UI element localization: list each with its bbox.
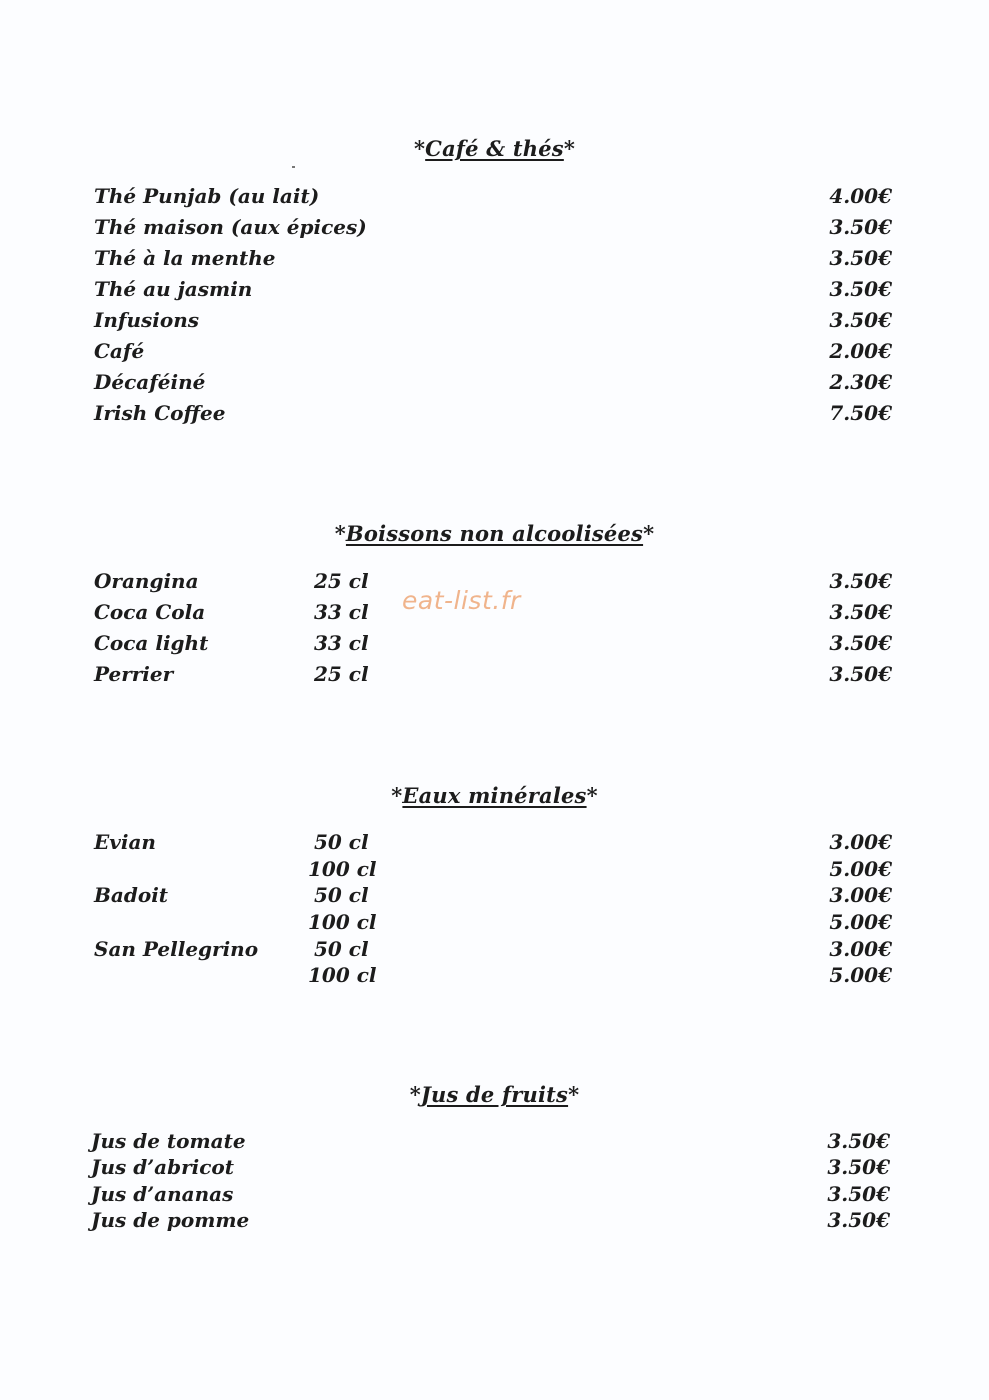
menu-item [0, 306, 989, 334]
item-price: 3.50€ [827, 1182, 890, 1206]
item-price: 3.00€ [829, 883, 892, 907]
item-price: 3.50€ [827, 1129, 890, 1153]
section-title-text: Café & thés [425, 136, 564, 161]
menu-item [0, 399, 989, 427]
item-name: Thé au jasmin [94, 277, 253, 301]
item-name: Evian [94, 830, 156, 854]
watermark-text: eat-list.fr [402, 586, 521, 615]
item-price: 7.50€ [829, 401, 892, 425]
section-title-eaux-minerales: *Eaux minérales* [391, 783, 598, 808]
menu-item [0, 961, 989, 989]
item-name: Jus de pomme [91, 1208, 250, 1232]
item-name: Infusions [94, 308, 200, 332]
item-price: 3.50€ [829, 569, 892, 593]
item-price: 3.50€ [829, 600, 892, 624]
item-price: 3.50€ [827, 1155, 890, 1179]
item-volume: 50 cl [314, 883, 369, 907]
item-price: 3.00€ [829, 937, 892, 961]
item-volume: 33 cl [314, 631, 369, 655]
item-name: Badoit [94, 883, 169, 907]
section-title-text: Boissons non alcoolisées [345, 521, 644, 546]
item-price: 3.50€ [827, 1208, 890, 1232]
item-price: 3.50€ [829, 215, 892, 239]
section-title-boissons: *Boissons non alcoolisées* [334, 521, 655, 546]
item-price: 3.50€ [829, 277, 892, 301]
menu-item [0, 244, 989, 272]
menu-item [0, 1206, 989, 1234]
item-price: 5.00€ [829, 963, 892, 987]
menu-item [0, 855, 989, 883]
item-name: Café [94, 339, 145, 363]
item-volume: 100 cl [308, 910, 377, 934]
menu-item [0, 935, 989, 963]
menu-item [0, 1180, 989, 1208]
item-volume: 25 cl [314, 569, 369, 593]
item-name: Thé Punjab (au lait) [94, 184, 320, 208]
menu-item [0, 182, 989, 210]
menu-item [0, 275, 989, 303]
menu-item [0, 1153, 989, 1181]
menu-item [0, 629, 989, 657]
item-name: San Pellegrino [94, 937, 259, 961]
item-price: 2.00€ [829, 339, 892, 363]
menu-item [0, 213, 989, 241]
section-title-text: Eaux minérales [402, 783, 587, 808]
item-name: Jus de tomate [91, 1129, 246, 1153]
item-price: 3.50€ [829, 246, 892, 270]
item-name: Orangina [94, 569, 199, 593]
item-volume: 25 cl [314, 662, 369, 686]
item-price: 3.50€ [829, 631, 892, 655]
menu-item [0, 881, 989, 909]
item-name: Coca Cola [94, 600, 206, 624]
item-name: Jus d’abricot [91, 1155, 235, 1179]
item-price: 4.00€ [829, 184, 892, 208]
menu-item [0, 660, 989, 688]
item-name: Thé à la menthe [94, 246, 276, 270]
item-name: Décaféiné [94, 370, 206, 394]
section-title-jus-de-fruits: *Jus de fruits* [409, 1082, 580, 1107]
item-name: Thé maison (aux épices) [94, 215, 367, 239]
item-volume: 50 cl [314, 937, 369, 961]
item-name: Irish Coffee [94, 401, 226, 425]
item-price: 5.00€ [829, 857, 892, 881]
item-name: Coca light [94, 631, 209, 655]
menu-item [0, 1127, 989, 1155]
item-volume: 33 cl [314, 600, 369, 624]
item-volume: 100 cl [308, 963, 377, 987]
section-title-cafe-thes: *Café & thés* [413, 136, 576, 161]
menu-item [0, 908, 989, 936]
section-title-text: Jus de fruits [420, 1082, 569, 1107]
item-volume: 50 cl [314, 830, 369, 854]
item-name: Perrier [94, 662, 174, 686]
menu-item [0, 337, 989, 365]
item-price: 3.50€ [829, 662, 892, 686]
item-name: Jus d’ananas [91, 1182, 234, 1206]
item-volume: 100 cl [308, 857, 377, 881]
paper-speck [292, 166, 295, 168]
menu-item [0, 368, 989, 396]
item-price: 3.50€ [829, 308, 892, 332]
item-price: 2.30€ [829, 370, 892, 394]
menu-item [0, 828, 989, 856]
item-price: 5.00€ [829, 910, 892, 934]
item-price: 3.00€ [829, 830, 892, 854]
